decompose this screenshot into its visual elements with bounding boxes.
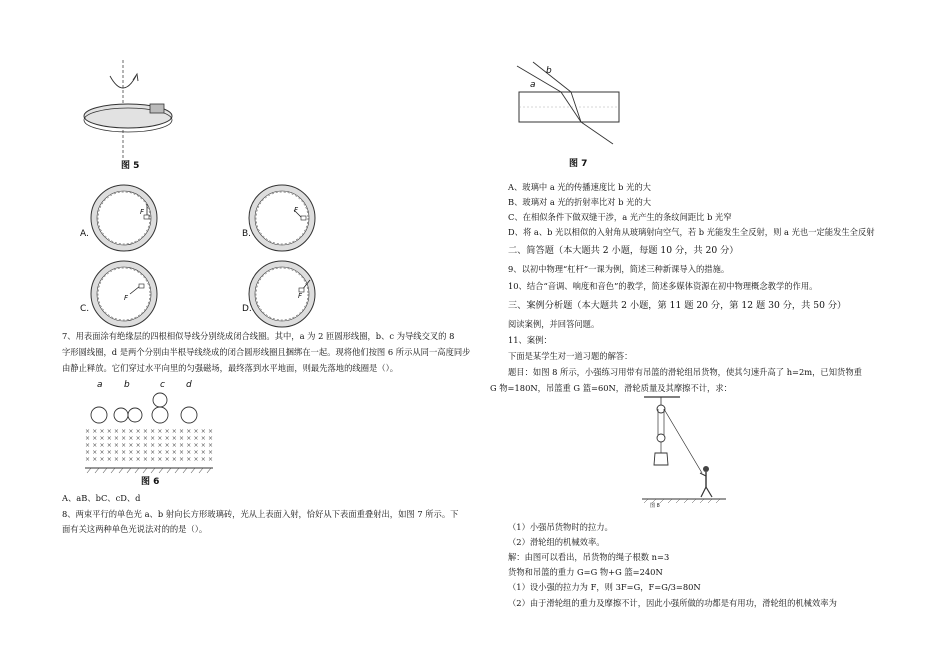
figure-6-label-d: d [186,380,192,390]
question-8-line-1: 8、两束平行的单色光 a、b 射向长方形玻璃砖，光从上表面入射，恰好从下表面重叠射出，如图 7 所示。下 [62,509,459,519]
sub-question-1: （1）小强吊货物时的拉力。 [508,522,613,532]
question-8-option-d: D、将 a、b 光以相似的入射角从玻璃射向空气，若 b 光能发生全反射，则 a 光也一定能发生全反射 [508,227,875,237]
figure-7-glass-block [515,62,635,162]
solution-line-2: 货物和吊篮的重力 G=G 物+G 篮=240N [508,567,663,577]
figure-5-turntable [88,60,188,170]
figure-7-ray-b-label: b [546,66,552,76]
section-2-heading: 二、简答题（本大题共 2 小题，每题 10 分，共 20 分） [508,245,739,256]
option-d-label: D. [242,304,252,314]
question-8-option-c: C、在相似条件下做双缝干涉，a 光产生的条纹间距比 b 光窄 [508,212,732,222]
sub-question-2: （2）滑轮组的机械效率。 [508,537,605,547]
option-c-label: C. [80,304,90,314]
figure-6-label-a: a [97,380,103,390]
option-d-force: F [298,292,303,300]
figure-5-caption: 图 5 [121,161,140,171]
option-a-label: A. [80,229,89,239]
read-case-instruction: 阅读案例，并回答问题。 [508,319,600,329]
question-7-line-1: 7、用表面涂有绝缘层的四根相似导线分别绕成闭合线圈。其中，a 为 2 匝圆形线圈，b、c 为导线交叉的 8 [62,331,455,341]
question-8-line-2: 面有关这两种单色光说法对的的是（）。 [62,524,208,534]
solution-line-3: （1）设小强的拉力为 F，则 3F=G，F=G/3=80N [508,582,701,592]
option-b-force: F [294,206,299,214]
figure-8-pulley-system [640,395,730,505]
option-a-force: F [140,208,145,216]
figure-8-caption: 图 8 [650,503,660,509]
option-c-force: F [124,294,129,302]
figure-6-label-b: b [124,380,130,390]
magnetic-field-crosses [85,428,213,463]
figure-options-circles [72,182,372,332]
svg-text:× × × × × × × × × × × × × × ×: × × × × × × × × × × × × × × × × × × [85,442,213,449]
svg-text:× × × × × × × × × × × × × × ×: × × × × × × × × × × × × × × × × × × [85,428,213,435]
question-8-option-a: A、玻璃中 a 光的传播速度比 b 光的大 [508,182,651,192]
problem-line-2: G 物=180N，吊篮重 G 篮=60N，滑轮质量及其摩擦不计，求： [490,383,732,393]
case-intro: 下面是某学生对一道习题的解答： [508,351,633,361]
question-10: 10、结合“音调、响度和音色”的教学，简述多媒体资源在初中物理概念教学的作用。 [508,281,818,291]
figure-7-caption: 图 7 [569,159,588,169]
figure-7-ray-a-label: a [530,80,536,90]
question-7-line-3: 由静止释放。它们穿过水平向里的匀强磁场，最终落到水平地面，则最先落地的线圈是（）。 [62,363,399,373]
question-8-option-b: B、玻璃对 a 光的折射率比对 b 光的大 [508,197,652,207]
question-11-label: 11、案例： [508,335,552,345]
svg-text:× × × × × × × × × × × × × × ×: × × × × × × × × × × × × × × × × × × [85,435,213,442]
question-7-line-2: 字形圆线圈，d 是两个分别由半根导线绕成的闭合圆形线圈且捆绑在一起。现将他们按图 6 所示从同一高度同步 [62,347,471,357]
section-3-heading: 三、案例分析题（本大题共 2 小题，第 11 题 20 分，第 12 题 30 分，共 50 分） [508,300,847,311]
svg-text:× × × × × × × × × × × × × × ×: × × × × × × × × × × × × × × × × × × [85,449,213,456]
figure-6-caption: 图 6 [141,477,160,487]
svg-text:× × × × × × × × × × × × × × ×: × × × × × × × × × × × × × × × × × × [85,456,213,463]
figure-6-coils-field [85,395,215,475]
problem-line-1: 题目：如图 8 所示，小强练习用带有吊篮的滑轮组吊货物，使其匀速升高了 h=2m，已知货物重 [508,367,862,377]
option-b-label: B. [242,229,252,239]
question-9: 9、以初中物理“杠杆”一课为例，简述三种新课导入的措施。 [508,264,730,274]
solution-line-1: 解：由图可以看出，吊货物的绳子根数 n=3 [508,552,670,562]
right-column [475,0,950,672]
figure-6-label-c: c [160,380,165,390]
question-7-answer-options: A、aB、bC、cD、d [62,493,141,503]
solution-line-4: （2）由于滑轮组的重力及摩擦不计，因此小强所做的功都是有用功，滑轮组的机械效率为 [508,598,837,608]
